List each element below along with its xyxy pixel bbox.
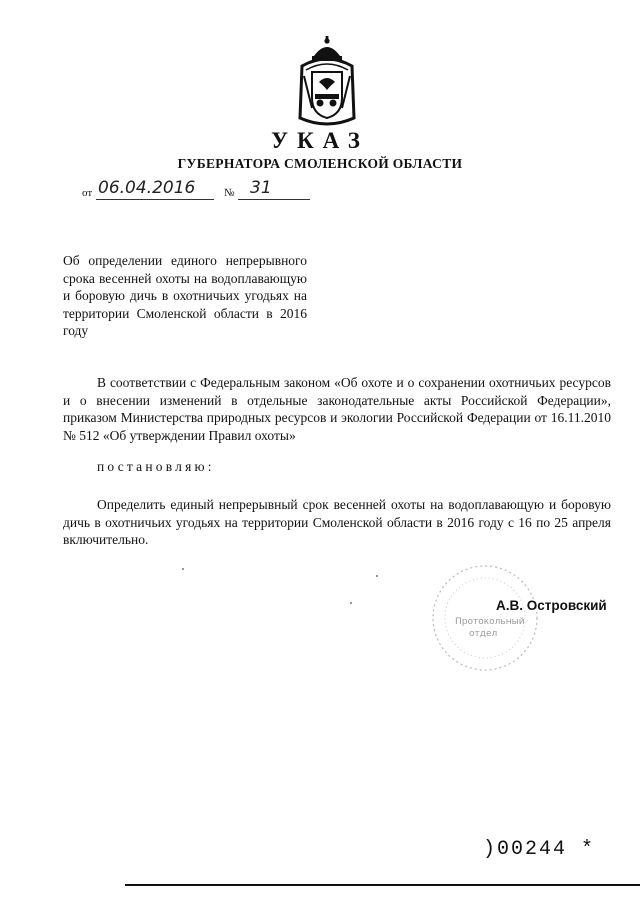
scan-speck bbox=[182, 568, 184, 570]
decree-word: постановляю: bbox=[97, 459, 215, 474]
handwritten-number: 31 bbox=[250, 178, 272, 198]
scan-speck bbox=[376, 575, 378, 577]
scan-speck bbox=[350, 602, 352, 604]
serial-number: )00244 * bbox=[483, 838, 596, 861]
signer-name: А.В. Островский bbox=[496, 598, 607, 613]
document-topic: Об определении единого непрерывного срока весенней охоты на водоплавающую и боровую дичь в охотничьих угодьях на территории Смоленской области в 2016 году bbox=[63, 253, 307, 338]
handwritten-date: 06.04.2016 bbox=[98, 178, 196, 198]
svg-text:отдел: отдел bbox=[469, 629, 498, 639]
document-subtitle: ГУБЕРНАТОРА СМОЛЕНСКОЙ ОБЛАСТИ bbox=[177, 156, 463, 171]
smolensk-coat-of-arms-icon bbox=[292, 36, 362, 128]
official-seal-icon bbox=[425, 560, 545, 676]
preamble-paragraph: В соответствии с Федеральным законом «Об охоте и о сохранении охотничьих ресурсов и о внесении изменений в отдельные законодательные акты Российской Федерации», приказом Министерства природных ресурсов и экологии Российской Федерации от 16.11.2010 № 512 «Об утверждении Правил охоты» bbox=[63, 375, 611, 443]
document-title: УКАЗ bbox=[271, 128, 369, 153]
date-underline bbox=[96, 199, 214, 200]
stamp-text: Протокольный bbox=[455, 617, 525, 627]
number-underline bbox=[238, 199, 310, 200]
operative-paragraph: Определить единый непрерывный срок весенней охоты на водоплавающую и боровую дичь в охотничьих угодьях на территории Смоленской области в 2016 году с 16 по 25 апреля включительно. bbox=[63, 497, 611, 547]
bottom-rule bbox=[125, 884, 640, 886]
number-label: № bbox=[224, 187, 235, 199]
date-from-label: от bbox=[82, 187, 93, 199]
dateline bbox=[82, 178, 322, 202]
